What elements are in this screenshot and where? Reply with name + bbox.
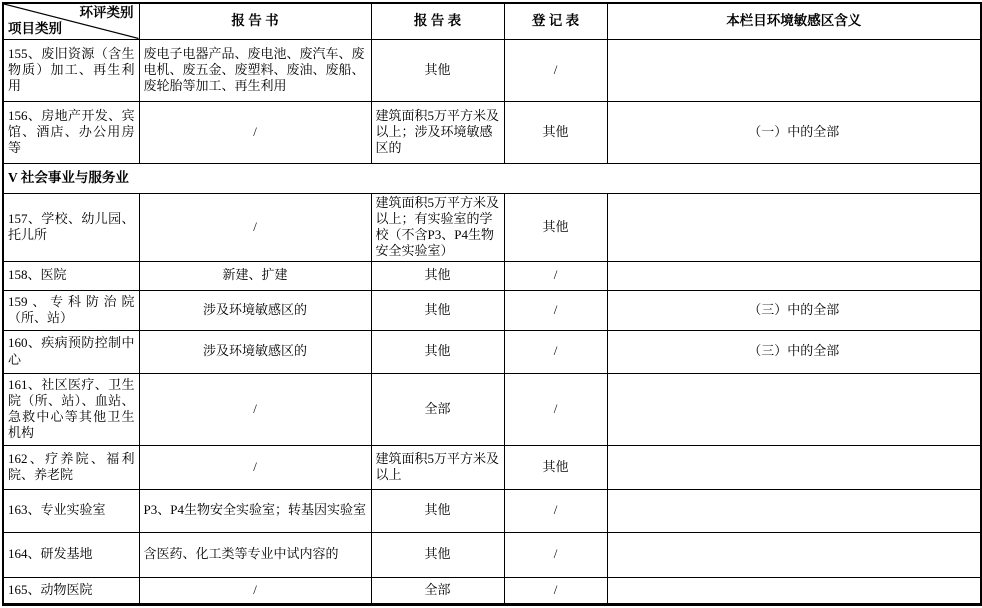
cell-report-form: 其他 bbox=[371, 330, 504, 373]
cell-report-form: 全部 bbox=[371, 373, 504, 445]
cell-sensitive-area-meaning bbox=[607, 532, 981, 577]
header-registration-form: 登 记 表 bbox=[504, 3, 607, 39]
catalog-table-page bbox=[2, 2, 980, 606]
cell-sensitive-area-meaning: （三）中的全部 bbox=[607, 290, 981, 330]
table-header-row bbox=[3, 3, 981, 39]
header-sensitive-area-meaning: 本栏目环境敏感区含义 bbox=[607, 3, 981, 39]
cell-sensitive-area-meaning: （三）中的全部 bbox=[607, 330, 981, 373]
cell-registration-form: / bbox=[504, 532, 607, 577]
cell-sensitive-area-meaning bbox=[607, 373, 981, 445]
table-row bbox=[3, 445, 981, 489]
cell-project-category: 164、研发基地 bbox=[3, 532, 139, 577]
cell-report-form: 其他 bbox=[371, 532, 504, 577]
cell-report-form: 其他 bbox=[371, 261, 504, 290]
cell-registration-form: / bbox=[504, 39, 607, 101]
header-report-book: 报 告 书 bbox=[139, 3, 371, 39]
cell-project-category: 165、动物医院 bbox=[3, 577, 139, 604]
cell-registration-form: / bbox=[504, 330, 607, 373]
cell-sensitive-area-meaning bbox=[607, 193, 981, 261]
cell-registration-form: 其他 bbox=[504, 193, 607, 261]
table-row bbox=[3, 261, 981, 290]
cell-report-book: / bbox=[139, 373, 371, 445]
table-row bbox=[3, 330, 981, 373]
cell-report-book: 废电子电器产品、废电池、废汽车、废电机、废五金、废塑料、废油、废船、废轮胎等加工、再生利用 bbox=[139, 39, 371, 101]
cell-report-book: / bbox=[139, 577, 371, 604]
cell-project-category: 157、学校、幼儿园、托儿所 bbox=[3, 193, 139, 261]
table-row bbox=[3, 373, 981, 445]
header-diagonal-cell bbox=[3, 3, 139, 39]
cell-project-category: 156、房地产开发、宾馆、酒店、办公用房等 bbox=[3, 101, 139, 163]
cell-report-book: / bbox=[139, 445, 371, 489]
cell-registration-form: / bbox=[504, 290, 607, 330]
cell-report-book: / bbox=[139, 193, 371, 261]
cell-sensitive-area-meaning bbox=[607, 261, 981, 290]
cell-report-book: 含医药、化工类等专业中试内容的 bbox=[139, 532, 371, 577]
cell-project-category: 162、疗养院、福利院、养老院 bbox=[3, 445, 139, 489]
cell-report-form: 全部 bbox=[371, 577, 504, 604]
cell-project-category: 159、专科防治院（所、站） bbox=[3, 290, 139, 330]
cell-sensitive-area-meaning bbox=[607, 577, 981, 604]
table-row bbox=[3, 489, 981, 532]
cell-report-form: 建筑面积5万平方米及以上 bbox=[371, 445, 504, 489]
cell-sensitive-area-meaning bbox=[607, 39, 981, 101]
eia-category-table bbox=[2, 2, 982, 606]
cell-report-form: 其他 bbox=[371, 290, 504, 330]
cell-sensitive-area-meaning: （一）中的全部 bbox=[607, 101, 981, 163]
cell-report-form: 建筑面积5万平方米及以上；有实验室的学校（不含P3、P4生物安全实验室） bbox=[371, 193, 504, 261]
cell-report-book: 涉及环境敏感区的 bbox=[139, 330, 371, 373]
cell-project-category: 160、疾病预防控制中心 bbox=[3, 330, 139, 373]
table-row bbox=[3, 577, 981, 604]
cell-registration-form: / bbox=[504, 489, 607, 532]
cell-sensitive-area-meaning bbox=[607, 445, 981, 489]
cell-report-form: 其他 bbox=[371, 489, 504, 532]
cell-report-form: 其他 bbox=[371, 39, 504, 101]
cell-project-category: 155、废旧资源（含生物质）加工、再生利用 bbox=[3, 39, 139, 101]
cell-project-category: 158、医院 bbox=[3, 261, 139, 290]
header-report-form: 报 告 表 bbox=[371, 3, 504, 39]
table-row bbox=[3, 290, 981, 330]
header-project-category-label: 项目类别 bbox=[8, 20, 62, 36]
cell-report-book: P3、P4生物安全实验室；转基因实验室 bbox=[139, 489, 371, 532]
cell-project-category: 161、社区医疗、卫生院（所、站）、血站、急救中心等其他卫生机构 bbox=[3, 373, 139, 445]
header-eia-category-label: 环评类别 bbox=[79, 5, 134, 20]
cell-project-category: 163、专业实验室 bbox=[3, 489, 139, 532]
cell-registration-form: / bbox=[504, 577, 607, 604]
table-row bbox=[3, 39, 981, 101]
table-row bbox=[3, 101, 981, 163]
table-body bbox=[3, 39, 981, 604]
cell-report-book: 涉及环境敏感区的 bbox=[139, 290, 371, 330]
table-row bbox=[3, 193, 981, 261]
cell-registration-form: 其他 bbox=[504, 445, 607, 489]
cell-report-book: / bbox=[139, 101, 371, 163]
table-row bbox=[3, 532, 981, 577]
section-header-row bbox=[3, 163, 981, 193]
cell-report-book: 新建、扩建 bbox=[139, 261, 371, 290]
cell-registration-form: 其他 bbox=[504, 101, 607, 163]
cell-report-form: 建筑面积5万平方米及以上；涉及环境敏感区的 bbox=[371, 101, 504, 163]
cell-registration-form: / bbox=[504, 261, 607, 290]
cell-registration-form: / bbox=[504, 373, 607, 445]
section-header-label: V 社会事业与服务业 bbox=[3, 163, 981, 193]
cell-sensitive-area-meaning bbox=[607, 489, 981, 532]
